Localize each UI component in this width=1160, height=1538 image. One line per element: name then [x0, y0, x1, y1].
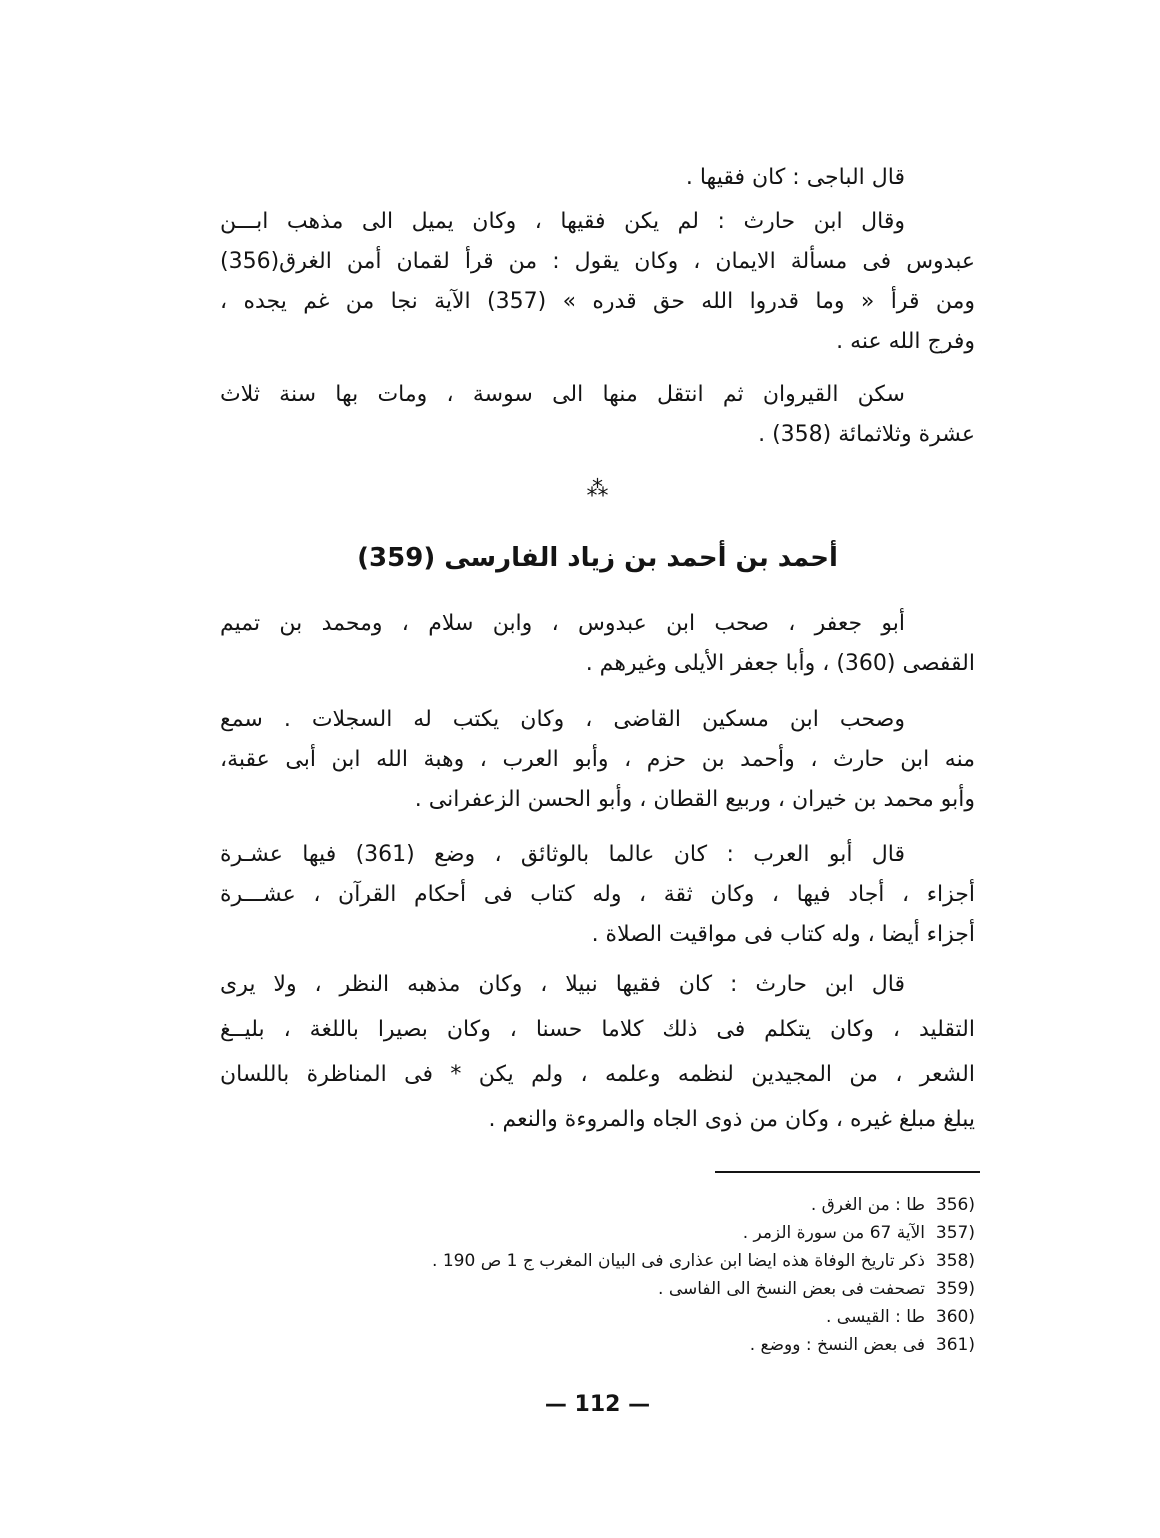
text-line: وقال ابن حارث : لم يكن فقيها ، وكان يميل الى مذهب ابـــن: [220, 209, 905, 234]
footnote-number: 356): [935, 1195, 975, 1215]
footnote-number: 357): [935, 1223, 975, 1243]
text-line: وصحب ابن مسكين القاضى ، وكان يكتب له السجلات . سمع: [220, 707, 905, 732]
text-line: التقليد ، وكان يتكلم فى ذلك كلاما حسنا ، وكان بصيرا باللغة ، بليــغ: [220, 1017, 975, 1042]
text-line: القفصى (360) ، وأبا جعفر الأيلى وغيرهم .: [585, 651, 975, 676]
footnote-number: 359): [935, 1279, 975, 1299]
text-line: الشعر ، من المجيدين لنظمه وعلمه ، ولم يكن * فى المناظرة باللسان: [220, 1062, 975, 1087]
footnote: [270, 1331, 975, 1359]
text-line: ومن قرأ « وما قدروا الله حق قدره » (357) الآية نجا من غم يجده ،: [220, 289, 975, 314]
paragraph: [220, 962, 975, 1142]
text-line: عشرة وثلاثمائة (358) .: [758, 422, 975, 447]
footnote-text: طا : القيسى .: [825, 1307, 925, 1327]
text-line: منه ابن حارث ، وأحمد بن حزم ، وأبو العرب ، وهبة الله ابن أبى عقبة،: [220, 747, 975, 772]
text-line: قال ابن حارث : كان فقيها نبيلا ، وكان مذهبه النظر ، ولا يرى: [220, 972, 905, 997]
footnote-text: تصحفت فى بعض النسخ الى الفاسى .: [658, 1279, 925, 1299]
footnote: [270, 1219, 975, 1247]
section-separator: ⁂: [586, 477, 609, 502]
footnote: [270, 1275, 975, 1303]
footnote: [270, 1303, 975, 1331]
text-line: أجزاء أيضا ، وله كتاب فى مواقيت الصلاة .: [591, 922, 975, 947]
footnote-text: طا : من الغرق .: [810, 1195, 925, 1215]
entry-heading: أحمد بن أحمد بن زياد الفارسى (359): [357, 543, 838, 573]
footnote: [270, 1191, 975, 1219]
paragraph: [220, 202, 975, 362]
text-line: أجزاء ، أجاد فيها ، وكان ثقة ، وله كتاب فى أحكام القرآن ، عشـــرة: [220, 882, 975, 907]
footnote-text: فى بعض النسخ : ووضع .: [749, 1335, 925, 1355]
footnote: [270, 1247, 975, 1275]
footnotes: [270, 1191, 975, 1359]
footnote-text: ذكر تاريخ الوفاة هذه ايضا ابن عذارى فى البيان المغرب ج 1 ص 190 .: [432, 1251, 925, 1271]
footnote-number: 361): [935, 1335, 975, 1355]
footnote-number: 360): [935, 1307, 975, 1327]
page-number: — 112 —: [544, 1392, 651, 1417]
text-line: وأبو محمد بن خيران ، وربيع القطان ، وأبو الحسن الزعفرانى .: [414, 787, 975, 812]
paragraph: [220, 158, 975, 198]
text-line: قال الباجى : كان فقيها .: [685, 165, 905, 190]
footnote-text: الآية 67 من سورة الزمر .: [742, 1223, 925, 1243]
text-line: سكن القيروان ثم انتقل منها الى سوسة ، ومات بها سنة ثلاث: [220, 382, 905, 407]
paragraph: [220, 835, 975, 955]
text-line: أبو جعفر ، صحب ابن عبدوس ، وابن سلام ، ومحمد بن تميم: [220, 611, 905, 636]
text-line: قال أبو العرب : كان عالما بالوثائق ، وضع (361) فيها عشـرة: [220, 842, 905, 867]
footnote-divider: [715, 1171, 980, 1173]
text-line: وفرج الله عنه .: [836, 329, 975, 354]
footnote-number: 358): [935, 1251, 975, 1271]
paragraph: [220, 604, 975, 684]
text-line: عبدوس فى مسألة الايمان ، وكان يقول : من قرأ لقمان أمن الغرق(356): [220, 249, 975, 274]
paragraph: [220, 700, 975, 820]
text-line: يبلغ مبلغ غيره ، وكان من ذوى الجاه والمروءة والنعم .: [488, 1107, 975, 1132]
paragraph: [220, 375, 975, 455]
